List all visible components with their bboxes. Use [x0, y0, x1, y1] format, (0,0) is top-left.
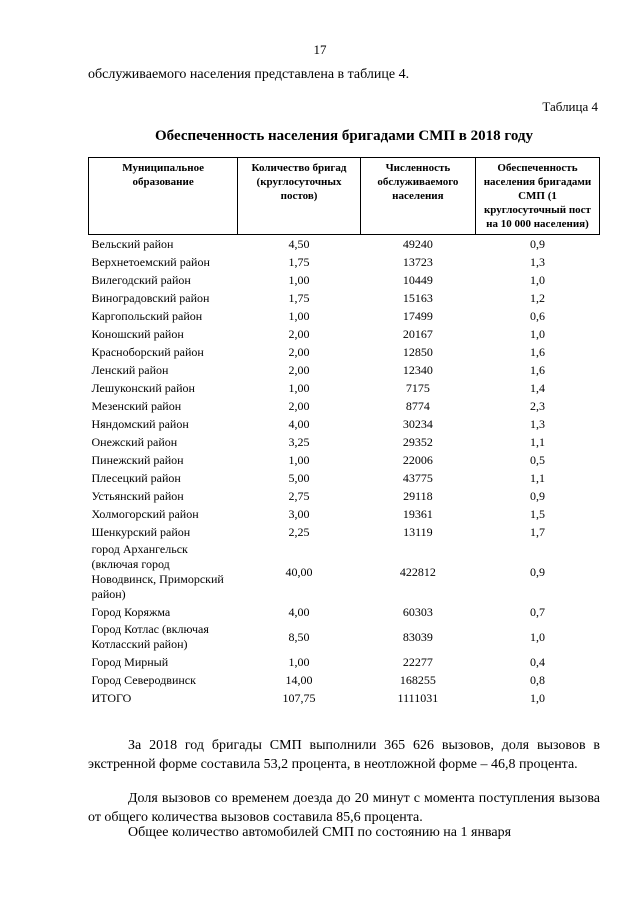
cell-provision: 0,9: [529, 236, 545, 251]
page-number: 17: [313, 42, 327, 57]
cell-provision: 1,5: [529, 506, 545, 521]
cell-provision: 0,7: [529, 604, 545, 619]
table-row: [89, 271, 600, 289]
table-row: [89, 689, 600, 707]
cell-provision: 1,1: [529, 434, 545, 449]
cell-brigades: 1,00: [288, 308, 310, 323]
cell-population: 60303: [402, 604, 433, 619]
cell-provision: 1,2: [529, 290, 545, 305]
cell-brigades: 2,25: [288, 524, 310, 539]
cell-population: 20167: [402, 326, 433, 341]
cell-population: 7175: [405, 380, 430, 395]
cell-provision: 1,4: [529, 380, 545, 395]
cell-brigades: 5,00: [288, 470, 310, 485]
paragraph-vehicles: Общее количество автомобилей СМП по состоянию на 1 января: [128, 825, 512, 840]
table-row: [89, 253, 600, 271]
cell-municipality: Город Коряжма: [91, 604, 171, 619]
cell-municipality: Коношский район: [91, 326, 184, 341]
cell-provision: 0,9: [529, 564, 545, 579]
cell-provision: 0,4: [529, 654, 545, 669]
table-row: [89, 307, 600, 325]
cell-brigades: 3,00: [288, 506, 310, 521]
provision-table: [88, 157, 600, 707]
cell-brigades: 1,75: [288, 290, 310, 305]
cell-population: 43775: [402, 470, 433, 485]
cell-municipality: Красноборский район: [91, 344, 204, 359]
cell-municipality: Каргопольский район: [91, 308, 203, 323]
cell-brigades: 40,00: [285, 564, 313, 579]
cell-municipality: Город Мирный: [91, 654, 169, 669]
cell-population: 29118: [403, 488, 433, 503]
cell-municipality: Мезенский район: [91, 398, 182, 413]
table-row: [89, 603, 600, 621]
cell-municipality: город Архангельск (включая город Новодвинск, Приморский район): [91, 542, 224, 601]
table-body: [89, 235, 600, 708]
cell-provision: 1,1: [529, 470, 545, 485]
cell-brigades: 2,00: [288, 344, 310, 359]
table-row: [89, 541, 600, 603]
table-row: [89, 397, 600, 415]
cell-municipality: Вельский район: [91, 236, 174, 251]
cell-population: 22006: [402, 452, 433, 467]
table-row: [89, 289, 600, 307]
cell-brigades: 2,75: [288, 488, 310, 503]
cell-municipality: Онежский район: [91, 434, 178, 449]
cell-population: 12850: [402, 344, 433, 359]
cell-provision: 1,3: [529, 254, 545, 269]
cell-provision: 2,3: [529, 398, 545, 413]
table-row: [89, 451, 600, 469]
column-header-municipality: Муниципальное образование: [89, 158, 238, 235]
paragraph-calls: За 2018 год бригады СМП выполнили 365 626 вызовов, доля вызовов в экстренной форме составила 53,2 процента, в неотложной форме – 46,8 процента.: [88, 738, 600, 772]
table-row: [89, 621, 600, 653]
cell-municipality: Устьянский район: [91, 488, 184, 503]
cell-brigades: 107,75: [282, 690, 316, 705]
cell-municipality: Шенкурский район: [91, 524, 191, 539]
cell-provision: 1,0: [529, 629, 545, 644]
cell-municipality: Лешуконский район: [91, 380, 195, 395]
cell-brigades: 1,00: [288, 272, 310, 287]
table-title: Обеспеченность населения бригадами СМП в 2018 году: [155, 128, 533, 144]
cell-population: 22277: [402, 654, 433, 669]
table-row: [89, 415, 600, 433]
cell-municipality: Верхнетоемский район: [91, 254, 210, 269]
cell-population: 422812: [399, 564, 436, 579]
cell-municipality: Няндомский район: [91, 416, 189, 431]
cell-provision: 1,0: [529, 326, 545, 341]
paragraph-arrival-time: Доля вызовов со временем доезда до 20 минут с момента поступления вызова от общего количества вызовов составила 85,6 процента.: [88, 791, 600, 825]
cell-provision: 0,6: [529, 308, 545, 323]
cell-population: 13723: [402, 254, 433, 269]
table-row: [89, 379, 600, 397]
column-header-population: Численность обслуживаемого населения: [360, 158, 475, 235]
table-row: [89, 487, 600, 505]
cell-population: 83039: [402, 629, 433, 644]
cell-provision: 1,6: [529, 362, 545, 377]
cell-municipality: Виноградовский район: [91, 290, 210, 305]
cell-brigades: 2,00: [288, 326, 310, 341]
cell-municipality: Город Северодвинск: [91, 672, 196, 687]
table-row: [89, 433, 600, 451]
cell-provision: 1,0: [529, 690, 545, 705]
column-header-provision: Обеспеченность населения бригадами СМП (1 круглосуточный пост на 10 000 населения): [475, 158, 599, 235]
cell-brigades: 14,00: [285, 672, 313, 687]
cell-provision: 1,3: [529, 416, 545, 431]
cell-population: 12340: [402, 362, 433, 377]
cell-provision: 0,5: [529, 452, 545, 467]
cell-municipality: ИТОГО: [91, 690, 132, 705]
cell-provision: 0,9: [529, 488, 545, 503]
cell-brigades: 4,00: [288, 416, 310, 431]
table-header-row: [89, 158, 600, 235]
cell-brigades: 1,00: [288, 380, 310, 395]
cell-brigades: 4,50: [288, 236, 310, 251]
cell-municipality: Пинежский район: [91, 452, 184, 467]
cell-brigades: 4,00: [288, 604, 310, 619]
cell-provision: 1,7: [529, 524, 545, 539]
cell-population: 168255: [399, 672, 436, 687]
table-row: [89, 361, 600, 379]
cell-provision: 0,8: [529, 672, 545, 687]
table-label: Таблица 4: [542, 99, 598, 114]
table-row: [89, 343, 600, 361]
cell-municipality: Ленский район: [91, 362, 169, 377]
cell-brigades: 2,00: [288, 362, 310, 377]
table-row: [89, 653, 600, 671]
cell-brigades: 1,00: [288, 654, 310, 669]
column-header-brigades: Количество бригад (круглосуточных постов): [238, 158, 361, 235]
cell-brigades: 8,50: [288, 629, 310, 644]
cell-population: 19361: [402, 506, 433, 521]
table-row: [89, 469, 600, 487]
cell-brigades: 1,75: [288, 254, 310, 269]
cell-population: 49240: [402, 236, 433, 251]
cell-brigades: 3,25: [288, 434, 310, 449]
cell-brigades: 2,00: [288, 398, 310, 413]
cell-provision: 1,6: [529, 344, 545, 359]
cell-population: 8774: [405, 398, 430, 413]
cell-provision: 1,0: [529, 272, 545, 287]
cell-population: 10449: [402, 272, 433, 287]
cell-population: 13119: [403, 524, 433, 539]
table-row: [89, 671, 600, 689]
cell-population: 29352: [402, 434, 433, 449]
cell-brigades: 1,00: [288, 452, 310, 467]
table-row: [89, 505, 600, 523]
table-row: [89, 325, 600, 343]
cell-population: 15163: [402, 290, 433, 305]
table-row: [89, 523, 600, 541]
cell-municipality: Город Котлас (включая Котласский район): [91, 622, 209, 651]
cell-population: 1111031: [397, 690, 439, 705]
cell-municipality: Холмогорский район: [91, 506, 199, 521]
cell-population: 17499: [402, 308, 433, 323]
cell-municipality: Вилегодский район: [91, 272, 191, 287]
cell-municipality: Плесецкий район: [91, 470, 181, 485]
cell-population: 30234: [402, 416, 433, 431]
table-row: [89, 235, 600, 254]
intro-text: обслуживаемого населения представлена в таблице 4.: [88, 67, 410, 82]
